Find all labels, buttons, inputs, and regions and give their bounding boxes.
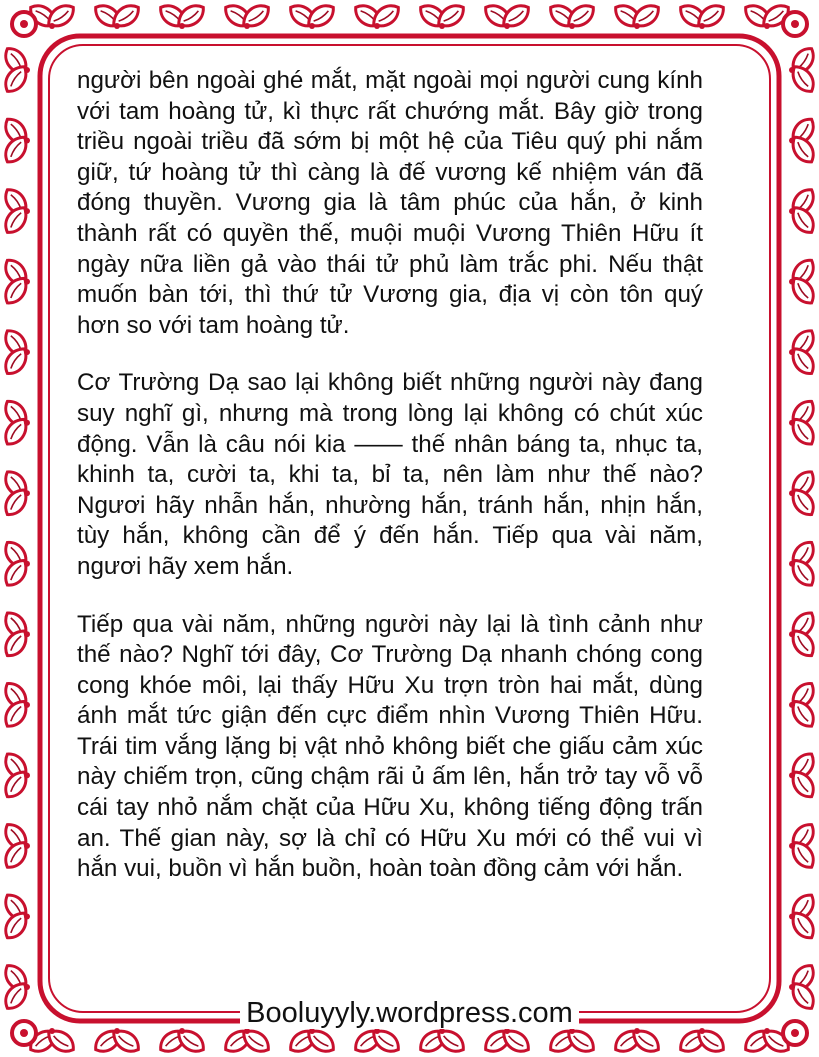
bead-ornament-left (24, 772, 30, 778)
bead-ornament-right (789, 490, 795, 496)
bead-ornament-top (699, 23, 705, 29)
bead-ornament-right (789, 67, 795, 73)
bead-ornament-top (114, 23, 120, 29)
bead-ornament-top (634, 23, 640, 29)
bead-ornament-top (439, 23, 445, 29)
bead-ornament-top (244, 23, 250, 29)
bead-ornament-top (569, 23, 575, 29)
bead-ornament-right (789, 349, 795, 355)
bead-ornament-right (789, 279, 795, 285)
bead-ornament-left (24, 67, 30, 73)
bead-ornament-left (24, 561, 30, 567)
corner-rosette-center (20, 20, 28, 28)
bead-ornament-left (24, 138, 30, 144)
bead-ornament-right (789, 208, 795, 214)
bead-ornament-top (49, 23, 55, 29)
bead-ornament-left (24, 208, 30, 214)
bead-ornament-left (24, 279, 30, 285)
bead-ornament-top (504, 23, 510, 29)
watermark (0, 995, 819, 1031)
watermark-text: Booluyyly.wordpress.com (240, 997, 579, 1029)
bead-ornament-left (24, 702, 30, 708)
bead-ornament-left (24, 913, 30, 919)
body-text (77, 66, 703, 991)
paragraph-2: Cơ Trường Dạ sao lại không biết những người này đang suy nghĩ gì, nhưng mà trong lòng lại không có chút xúc động. Vẫn là câu nói kia —— thế nhân báng ta, nhục ta, khinh ta, cười ta, khi ta, bỉ ta, nên làm như thế nào? Ngươi hãy nhẫn hắn, nhường hắn, tránh hắn, nhịn hắn, tùy hắn, không cần để ý đến hắn. Tiếp qua vài năm, ngươi hãy xem hắn. (77, 369, 703, 580)
bead-ornament-left (24, 349, 30, 355)
bead-ornament-right (789, 138, 795, 144)
bead-ornament-left (24, 420, 30, 426)
bead-ornament-right (789, 984, 795, 990)
bead-ornament-right (789, 843, 795, 849)
bead-ornament-top (179, 23, 185, 29)
bead-ornament-right (789, 702, 795, 708)
bead-ornament-right (789, 772, 795, 778)
bead-ornament-right (789, 420, 795, 426)
bead-ornament-right (789, 913, 795, 919)
bead-ornament-top (764, 23, 770, 29)
paragraph-3: Tiếp qua vài năm, những người này lại là tình cảnh như thế nào? Nghĩ tới đây, Cơ Trường Dạ nhanh chóng cong cong khóe môi, lại thấy Hữu Xu trợn tròn hai mắt, dùng ánh mắt tức giận đến cực điểm nhìn Vương Thiên Hữu. Trái tim vắng lặng bị vật nhỏ không biết che giấu cảm xúc này chiếm trọn, cũng chậm rãi ủ ấm lên, hắn trở tay vỗ vỗ cái tay nhỏ nắm chặt của Hữu Xu, không tiếng động trấn an. Thế gian này, sợ là chỉ có Hữu Xu mới có thể vui vì hắn vui, buồn vì hắn buồn, hoàn toàn đồng cảm với hắn. (77, 610, 703, 883)
paragraph-1: người bên ngoài ghé mắt, mặt ngoài mọi người cung kính với tam hoàng tử, kì thực rất chướng mắt. Bây giờ trong triều ngoài triều đã sớm bị một hệ của Tiêu quý phi nắm giữ, tứ hoàng tử thì càng là đế vương kế nhiệm ván đã đóng thuyền. Vương gia là tâm phúc của hắn, ở kinh thành rất có quyền thế, muội muội Vương Thiên Hữu ít ngày nữa liền gả vào thái tử phủ làm trắc phi. Nếu thật muốn bàn tới, thì thứ tử Vương gia, địa vị còn tôn quý hơn so với tam hoàng tử. (77, 67, 703, 339)
bead-ornament-left (24, 843, 30, 849)
bead-ornament-left (24, 984, 30, 990)
bead-ornament-left (24, 490, 30, 496)
bead-ornament-left (24, 631, 30, 637)
bead-ornament-right (789, 561, 795, 567)
bead-ornament-top (374, 23, 380, 29)
corner-rosette-center (791, 20, 799, 28)
bead-ornament-top (309, 23, 315, 29)
bead-ornament-right (789, 631, 795, 637)
